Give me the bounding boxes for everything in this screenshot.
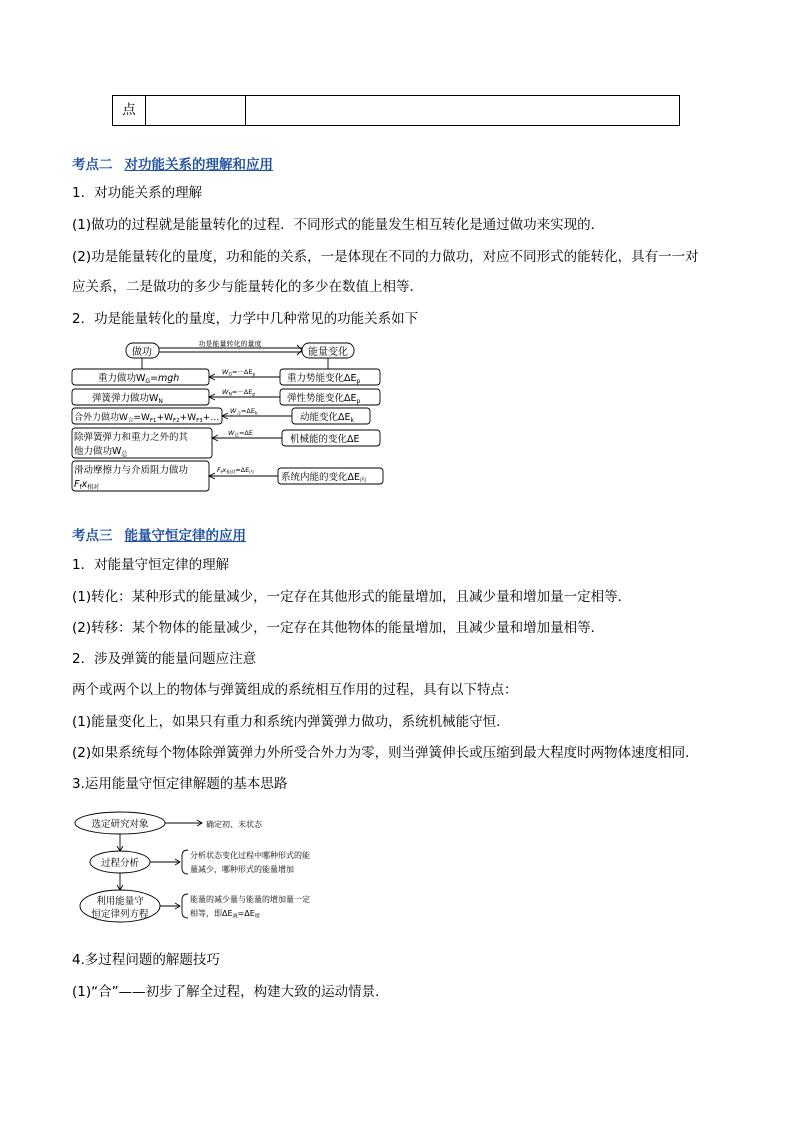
diagram-row-right: 机械能的变化ΔE bbox=[290, 434, 360, 445]
diagram-row-arrow: $W_N=-\Delta E_p$ bbox=[222, 388, 256, 398]
diagram-row-right: 动能变化$\Delta E_k$ bbox=[300, 412, 354, 424]
paragraph: 1．对能量守恒定律的理解 bbox=[72, 557, 230, 573]
diagram-row-arrow: $F_fx_{相对}=\Delta E_内$ bbox=[217, 466, 254, 476]
energy-conservation-flowchart bbox=[72, 808, 372, 928]
flow-node-3-output: 能量的减少量与能量的增加量一定 bbox=[190, 895, 310, 904]
paragraph: 应关系，二是做功的多少与能量转化的多少在数值上相等． bbox=[72, 279, 423, 295]
flow-node-3: 利用能量守 bbox=[96, 896, 144, 907]
paragraph: 2．功是能量转化的量度，力学中几种常见的功能关系如下 bbox=[72, 311, 419, 327]
table-cell-2 bbox=[145, 96, 246, 125]
table-fragment bbox=[112, 95, 680, 126]
paragraph: (2)转移：某个物体的能量减少，一定存在其他物体的能量增加，且减少量和增加量相等． bbox=[72, 620, 605, 636]
paragraph: 3.运用能量守恒定律解题的基本思路 bbox=[72, 776, 288, 792]
diagram-row-left: 弹簧弹力做功$W_N$ bbox=[92, 393, 163, 405]
diagram-row-arrow: $W_G=-\Delta E_p$ bbox=[222, 368, 256, 378]
diagram-row-left-line2: $F_fx_{相对}$ bbox=[74, 479, 100, 491]
diagram-row-arrow: $W_总=\Delta E$ bbox=[228, 429, 253, 439]
diagram-row-right: 系统内能的变化$\Delta E_内$ bbox=[281, 472, 367, 484]
flow-node-1-output: 确定初、末状态 bbox=[206, 820, 262, 829]
flow-node-3-line2: 恒定律列方程 bbox=[91, 909, 149, 920]
paragraph: 2．涉及弹簧的能量问题应注意 bbox=[72, 651, 257, 667]
paragraph: (1)能量变化上，如果只有重力和系统内弹簧弹力做功，系统机械能守恒． bbox=[72, 714, 510, 730]
section-heading-2 bbox=[72, 153, 273, 173]
diagram-row-left-line2: 他力做功$W_总$ bbox=[74, 446, 128, 458]
work-energy-diagram bbox=[70, 338, 390, 492]
diagram-row-left: 除弹簧弹力和重力之外的其 bbox=[74, 432, 189, 443]
diagram-head-mid: 功是能量转化的量度 bbox=[198, 340, 262, 348]
diagram-row-left: 合外力做功$W_合=W_{F1}+W_{F2}+W_{F3}+\dots$ bbox=[74, 413, 220, 424]
paragraph: (2)功是能量转化的量度，功和能的关系，一是体现在不同的力做功，对应不同形式的能转化，具有一一对 bbox=[72, 249, 699, 265]
diagram-head-left: 做功 bbox=[132, 347, 152, 358]
paragraph: (1)转化：某种形式的能量减少，一定存在其他形式的能量增加，且减少量和增加量一定相等． bbox=[72, 589, 632, 605]
diagram-row-left: 重力做功$W_G=mgh$ bbox=[98, 373, 180, 385]
paragraph: (1)“合”——初步了解全过程，构建大致的运动情景． bbox=[72, 984, 389, 1000]
diagram-row-right: 重力势能变化$\Delta E_p$ bbox=[287, 373, 361, 385]
diagram-row-right: 弹性势能变化$\Delta E_p$ bbox=[287, 393, 361, 405]
diagram-row-left: 滑动摩擦力与介质阻力做功 bbox=[74, 465, 189, 476]
flow-node-3-output-line2: 相等，即ΔE减=ΔE增 bbox=[190, 909, 260, 920]
paragraph: (2)如果系统每个物体除弹簧弹力外所受合外力为零，则当弹簧伸长或压缩到最大程度时两物体速度相同． bbox=[72, 745, 699, 761]
flow-node-2-output-line2: 量减少，哪种形式的能量增加 bbox=[190, 865, 294, 874]
flow-node-2-output: 分析状态变化过程中哪种形式的能 bbox=[190, 851, 310, 860]
flow-node-2: 过程分析 bbox=[100, 858, 140, 869]
flow-node-1: 选定研究对象 bbox=[91, 819, 149, 830]
diagram-row-arrow: $W_合=\Delta E_k$ bbox=[230, 407, 258, 417]
diagram-head-right: 能量变化 bbox=[308, 347, 348, 358]
paragraph: 4.多过程问题的解题技巧 bbox=[72, 952, 220, 968]
paragraph: 两个或两个以上的物体与弹簧组成的系统相互作用的过程，具有以下特点： bbox=[72, 682, 518, 698]
section-title: 能量守恒定律的应用 bbox=[124, 528, 246, 544]
table-cell-1: 点 bbox=[113, 96, 146, 125]
paragraph: 1．对功能关系的理解 bbox=[72, 185, 203, 201]
section-number: 考点三 bbox=[72, 528, 113, 544]
section-title: 对功能关系的理解和应用 bbox=[124, 157, 273, 173]
section-number: 考点二 bbox=[72, 157, 113, 173]
section-heading-3 bbox=[72, 524, 246, 544]
paragraph: (1)做功的过程就是能量转化的过程．不同形式的能量发生相互转化是通过做功来实现的． bbox=[72, 217, 605, 233]
